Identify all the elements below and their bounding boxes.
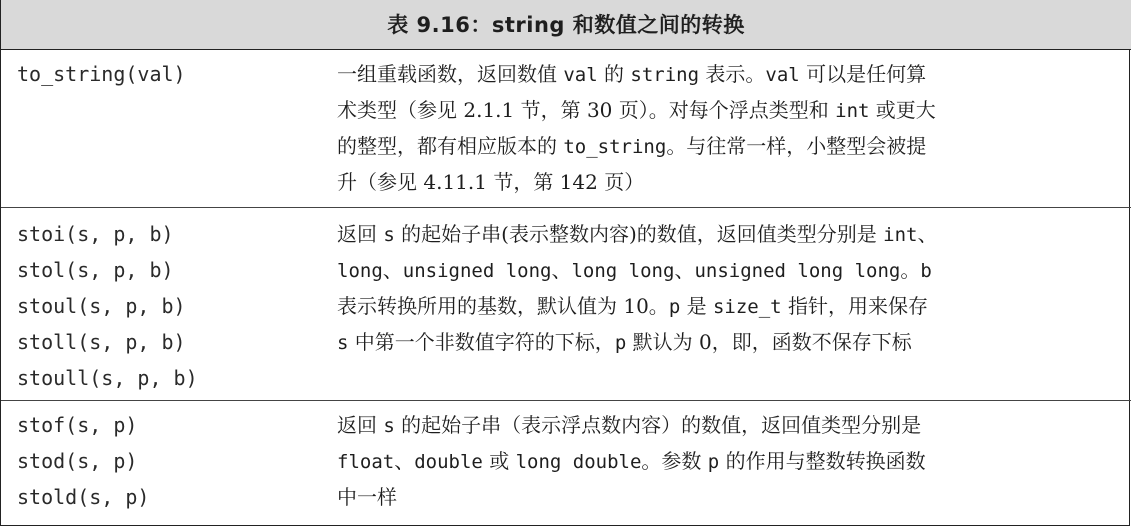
- function-signature: stof(s, p): [17, 413, 138, 437]
- function-signature: stol(s, p, b): [17, 258, 174, 282]
- description-line: 升（参见 4.11.1 节，第 142 页）: [337, 170, 645, 194]
- function-list: [17, 407, 317, 515]
- function-signature: to_string(val): [17, 62, 186, 86]
- description-line: s 中第一个非数值字符的下标，p 默认为 0，即，函数不保存下标: [337, 330, 912, 354]
- description-line: 的整型，都有相应版本的 to_string。与往常一样，小整型会被提: [337, 134, 927, 158]
- function-signature: stold(s, p): [17, 485, 150, 509]
- description-line: 返回 s 的起始子串（表示浮点数内容）的数值，返回值类型分别是: [337, 413, 922, 437]
- description-line: 术类型（参见 2.1.1 节，第 30 页）。对每个浮点类型和 int 或更大: [337, 98, 936, 122]
- function-signature: stoll(s, p, b): [17, 330, 186, 354]
- function-signature: stoi(s, p, b): [17, 222, 174, 246]
- description: [337, 56, 1107, 200]
- table-caption: 表 9.16：string 和数值之间的转换: [1, 0, 1131, 50]
- description-line: 表示转换所用的基数，默认值为 10。p 是 size_t 指针，用来保存: [337, 294, 928, 318]
- function-list: [17, 216, 317, 396]
- description: [337, 407, 1107, 515]
- row-divider: [1, 400, 1131, 401]
- function-list: [17, 56, 317, 92]
- description-line: 返回 s 的起始子串(表示整数内容)的数值，返回值类型分别是 int、: [337, 222, 938, 246]
- function-signature: stoull(s, p, b): [17, 366, 198, 390]
- description-line: 一组重载函数，返回数值 val 的 string 表示。val 可以是任何算: [337, 62, 927, 86]
- function-signature: stoul(s, p, b): [17, 294, 186, 318]
- function-signature: stod(s, p): [17, 449, 138, 473]
- description-line: long、unsigned long、long long、unsigned long long。b: [337, 258, 932, 282]
- description-line: float、double 或 long double。参数 p 的作用与整数转换函数: [337, 449, 926, 473]
- row-divider: [1, 207, 1131, 208]
- description: [337, 216, 1107, 360]
- description-line: 中一样: [337, 485, 397, 509]
